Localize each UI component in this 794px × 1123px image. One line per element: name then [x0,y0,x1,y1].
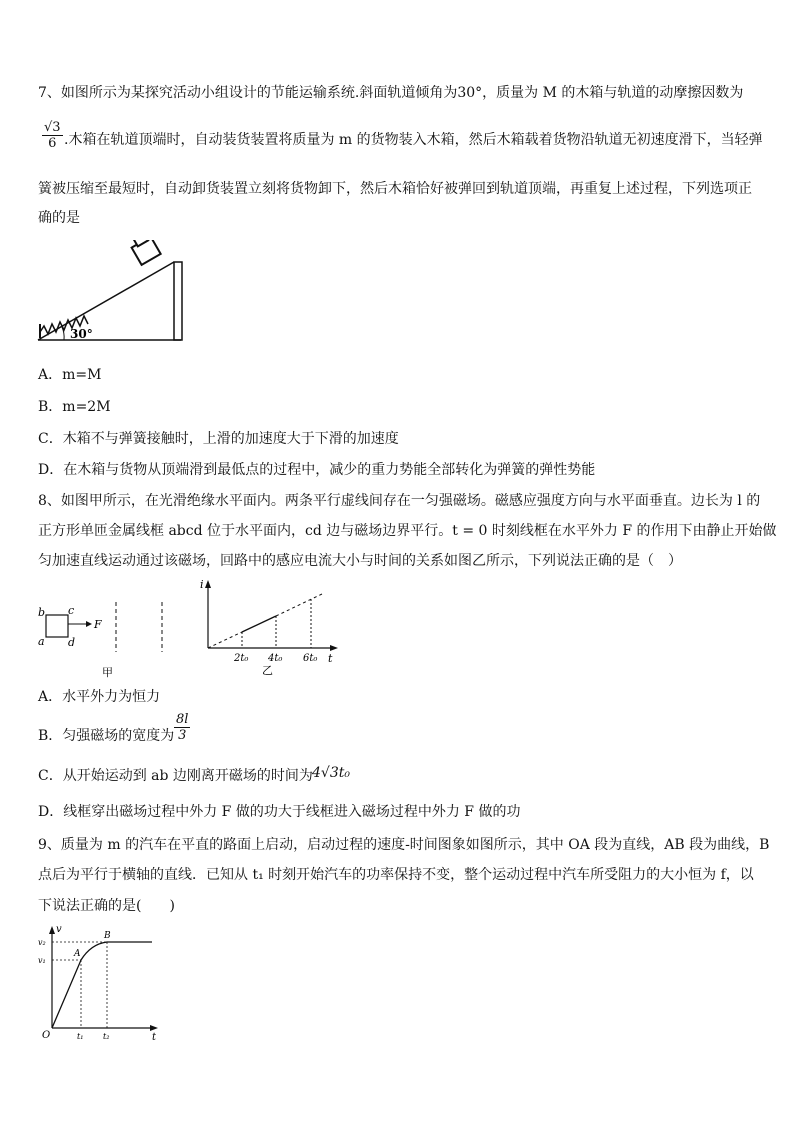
point-B-label: B [104,931,111,941]
q9-vt-figure [36,924,166,1044]
q8-option-c: C．从开始运动到 ab 边刚离开磁场的时间为 [38,768,313,784]
q8-figure-yi [196,578,346,678]
label-F: F [94,618,102,631]
tick-v1: v₁ [38,956,46,965]
wire-frame-square [46,615,68,637]
q7-option-b: B．m=2M [38,399,111,415]
label-a: a [38,635,45,648]
q7-option-a: A．m=M [38,367,102,383]
q7-line-3: 簧被压缩至最短时，自动卸货装置立刻将货物卸下，然后木箱恰好被弹回到轨道顶端，再重复上述过程，下列选项正 [38,181,752,197]
force-arrow-icon [86,621,92,627]
q7-option-c: C．木箱不与弹簧接触时，上滑的加速度大于下滑的加速度 [38,431,399,447]
q8-option-b: B．匀强磁场的宽度为 [38,728,175,744]
q8-optB-denominator: 3 [178,728,187,743]
label-c: c [68,604,75,617]
label-d: d [68,636,76,649]
tick-v2: v₂ [38,938,46,947]
tick-t2: t₂ [103,1032,110,1041]
velocity-curve [52,942,152,1028]
vt-origin-label: O [42,1030,51,1041]
caption-jia: 甲 [102,666,113,679]
caption-yi: 乙 [262,664,273,677]
q7-line-1: 7、如图所示为某探究活动小组设计的节能运输系统.斜面轨道倾角为30°，质量为 M 的木箱与轨道的动摩擦因数为 [38,85,744,101]
q8-optB-numerator: 8l [176,712,189,727]
q8-line-2: 正方形单匝金属线框 abcd 位于水平面内，cd 边与磁场边界平行。t = 0 时刻线框在水平外力 F 的作用下由静止开始做 [38,523,777,539]
vt-x-label: t [152,1032,157,1043]
q9-line-2: 点后为平行于横轴的直线．已知从 t₁ 时刻开始汽车的功率保持不变，整个运动过程中汽车所受阻力的大小恒为 f，以 [38,867,754,883]
tick-4t0: 4t₀ [268,653,283,664]
point-A-label: A [74,949,81,959]
q9-line-1: 9、质量为 m 的汽车在平直的路面上启动，启动过程的速度-时间图象如图所示，其中 OA 段为直线，AB 段为曲线，B [38,837,770,853]
q7-line-4: 确的是 [38,210,80,226]
tick-t1: t₁ [77,1032,84,1041]
yi-x-label: t [328,652,333,665]
current-solid-segment [242,616,276,632]
q8-option-d: D．线框穿出磁场过程中外力 F 做的功大于线框进入磁场过程中外力 F 做的功 [38,804,521,820]
incline-ramp [38,262,182,340]
q8-line-1: 8、如图甲所示，在光滑绝缘水平面内。两条平行虚线间存在一匀强磁场。磁感应强度方向与水平面垂直。边长为 l 的 [38,493,761,509]
tick-2t0: 2t₀ [234,653,249,664]
q7-fraction [42,120,63,151]
yi-y-label: i [200,578,204,591]
current-dashed-segment-2 [276,594,322,616]
tick-6t0: 6t₀ [303,653,318,664]
current-dashed-segment [208,632,242,648]
q7-angle-label: 30° [70,327,93,341]
q9-line-3: 下说法正确的是( ) [38,898,175,914]
crate-icon [128,240,161,265]
label-b: b [38,606,46,619]
q7-incline-figure [36,240,186,345]
q7-option-d: D．在木箱与货物从顶端滑到最低点的过程中，减少的重力势能全部转化为弹簧的弹性势能 [38,462,596,478]
q8-line-3: 匀加速直线运动通过该磁场，回路中的感应电流大小与时间的关系如图乙所示，下列说法正确的是（ ） [38,553,682,569]
q8-figure-jia [36,600,186,680]
vt-y-label: v [56,924,62,935]
q8-optB-fraction [174,712,190,743]
q7-fraction-denominator: 6 [48,136,57,151]
q8-optC-expression: 4√3t₀ [312,765,350,781]
q8-option-a: A．水平外力为恒力 [38,689,161,705]
q7-fraction-numerator: √3 [44,120,61,135]
q7-line-2: .木箱在轨道顶端时，自动装货装置将质量为 m 的货物装入木箱，然后木箱载着货物沿轨道无初速度滑下，当轻弹 [64,132,763,148]
